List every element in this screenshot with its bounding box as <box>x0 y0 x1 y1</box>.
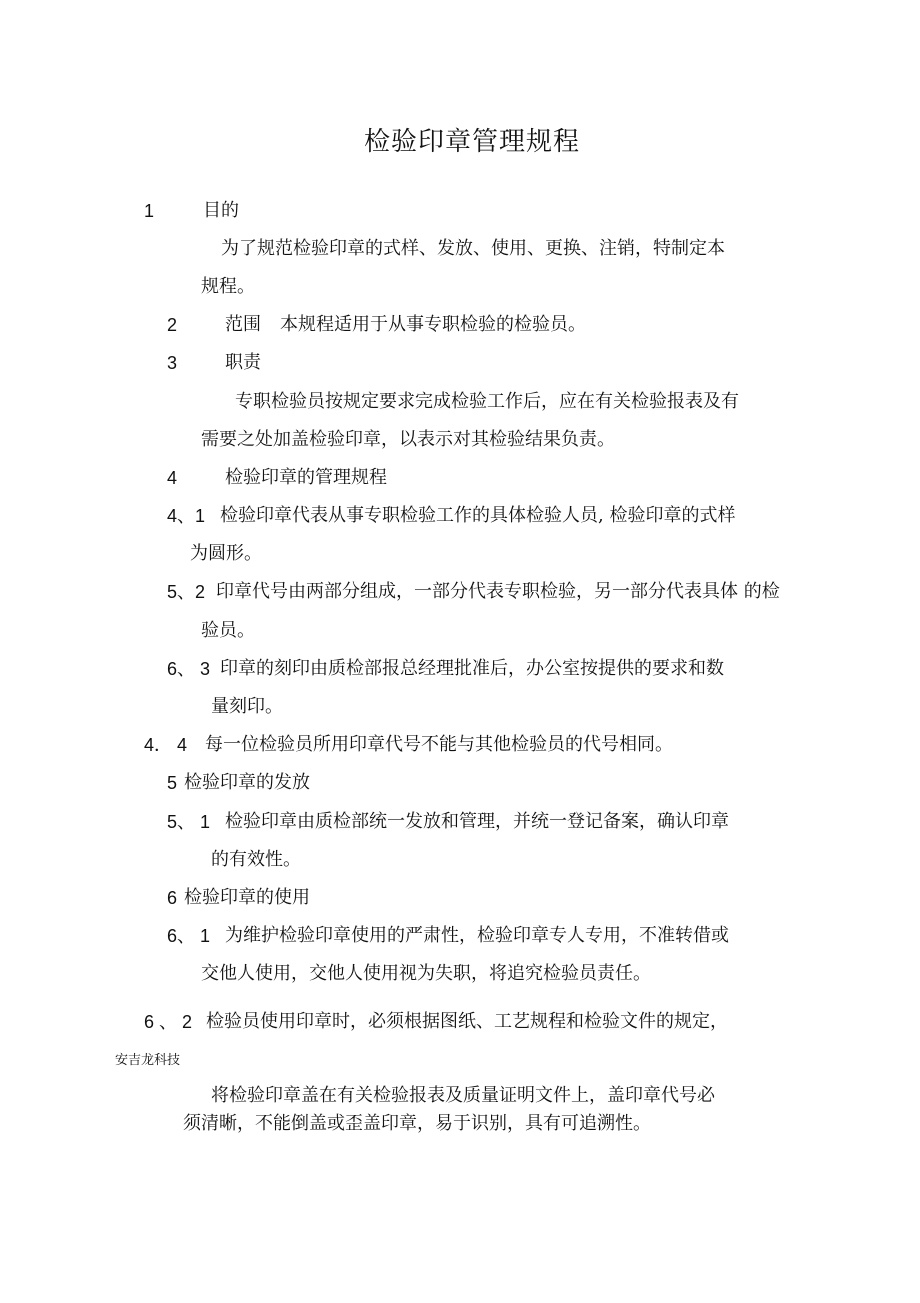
continuation-line1: 将检验印章盖在有关检验报表及质量证明文件上，盖印章代号必 <box>211 1085 715 1106</box>
section-4-2-number: 5、2 <box>167 582 206 602</box>
section-3-body-line2: 需要之处加盖检验印章，以表示对其检验结果负责。 <box>201 429 615 450</box>
continuation-line2: 须清晰，不能倒盖或歪盖印章，易于识别，具有可追溯性。 <box>183 1113 651 1134</box>
section-4-3-body-line2: 量刻印。 <box>211 696 283 717</box>
section-6-1-number: 6、 1 <box>167 926 211 946</box>
section-3-number: 3 <box>167 353 178 373</box>
document-title: 检验印章管理规程 <box>364 127 581 157</box>
section-4-4-body-line1: 每一位检验员所用印章代号不能与其他检验员的代号相同。 <box>205 734 673 755</box>
section-5-1-body-line2: 的有效性。 <box>211 849 301 870</box>
section-3-heading: 职责 <box>225 352 261 373</box>
section-1-body-line2: 规程。 <box>201 276 255 297</box>
section-1-heading: 目的 <box>203 200 239 221</box>
section-4-number: 4 <box>167 468 178 488</box>
section-4-3-body-line1: 印章的刻印由质检部报总经理批准后，办公室按提供的要求和数 <box>220 658 724 679</box>
section-4-4-number: 4． 4 <box>144 735 188 755</box>
section-6-1-body-line1: 为维护检验印章使用的严肃性，检验印章专人专用，不准转借或 <box>225 925 729 946</box>
section-5-heading: 检验印章的发放 <box>184 772 310 793</box>
section-6-1-body-line2: 交他人使用，交他人使用视为失职，将追究检验员责任。 <box>201 963 651 984</box>
section-4-2-body-line2: 验员。 <box>201 620 255 641</box>
page-footer: 安吉龙科技 <box>115 1053 181 1068</box>
section-1-number: 1 <box>144 201 155 221</box>
section-6-2-body-line1: 检验员使用印章时，必须根据图纸、工艺规程和检验文件的规定， <box>206 1011 728 1032</box>
section-4-1-body-line2: 为圆形。 <box>190 543 262 564</box>
section-4-heading: 检验印章的管理规程 <box>225 467 387 488</box>
section-4-1-body-line1: 检验印章代表从事专职检验工作的具体检验人员, 检验印章的式样 <box>220 505 736 526</box>
section-4-3-number: 6、 3 <box>167 659 211 679</box>
section-2-body: 本规程适用于从事专职检验的检验员。 <box>280 314 586 335</box>
section-5-1-body-line1: 检验印章由质检部统一发放和管理，并统一登记备案，确认印章 <box>225 811 729 832</box>
section-5-number: 5 <box>167 773 178 793</box>
section-2-number: 2 <box>167 315 178 335</box>
section-1-body-line1: 为了规范检验印章的式样、发放、使用、更换、注销，特制定本 <box>221 238 725 259</box>
section-3-body-line1: 专职检验员按规定要求完成检验工作后，应在有关检验报表及有 <box>235 391 739 412</box>
section-4-1-number: 4、1 <box>167 506 206 526</box>
section-6-heading: 检验印章的使用 <box>184 887 310 908</box>
section-4-2-body-line1: 印章代号由两部分组成，一部分代表专职检验，另一部分代表具体 的检 <box>216 581 780 602</box>
section-6-number: 6 <box>167 888 178 908</box>
section-2-heading: 范围 <box>225 314 261 335</box>
section-6-2-number: 6 、 2 <box>144 1012 193 1032</box>
section-5-1-number: 5、 1 <box>167 812 211 832</box>
